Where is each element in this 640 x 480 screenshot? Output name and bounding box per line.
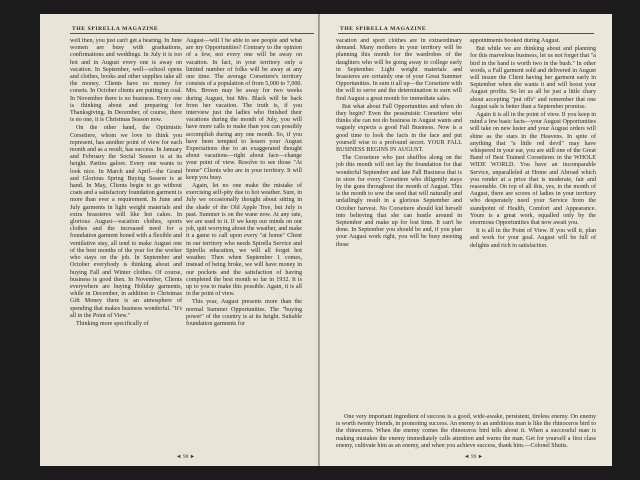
paragraph: But while we are thinking about and planning for this marvelous business, let us not forget that "a bird in the hand is worth two in the bush." In other words, a Fall garment sold and delivered in August will insure the Client having her garment early in September when she wants it and will boost your August profits. So let us all be just a little chary about accepting "put offs" and remember that one August sale is better than a September promise. (470, 46, 596, 110)
left-bracket-icon: ◄ (176, 454, 183, 460)
magazine-header: THE SPIRELLA MAGAZINE (72, 26, 159, 32)
paragraph: It is all in the Point of View. If you will it, plan and work for your goal. August will be full of delights and rich in satisfaction. (470, 228, 596, 249)
paragraph: Again it is all in the point of view. If you keep in mind a few basic facts—your August Opportunities will take on new luster and your August orders will shine as the stars in the Heavens. In spite of anything that "a little red devil" may have whispered in your ear, you are still one of the Great Band of Best Trained Corsetieres in the WHOLE WIDE WORLD. You have an incomparable Service, unparalleled at Home and Abroad which you render at a price that is moderate, fair and reasonable. On top of all this, yes, in the month of August, there are scores of ladies in your territory who desperately need your Service from the standpoint of Health, Comfort and Appearance. Yours is a great work, equalled only by the enormous Opportunities that now await you. (470, 112, 596, 227)
magazine-header: THE SPIRELLA MAGAZINE (340, 26, 427, 32)
page-number: ◄ 99 ► (464, 454, 484, 460)
header-rule (338, 33, 594, 34)
paragraph: The Corsetiere who just shuffles along on the job this month will not lay the foundation for that wonderful September and late Fall Business that is in store for every Corsetiere who diligently stays by the guns throughout the month of August. This is the month to sow the seed that will naturally and unfailingly result in a glorious September and October harvest. No Corsetiere should kid herself into believing that she can hustle around in September and make up for lost time. It can't be done. In September you should be and, if you plan your August work right, you will be busy meeting those (336, 155, 462, 248)
paragraph: Again, let no one make the mistake of exercising self-pity due to hot weather. Sure, in July we occasionally thought about sitting in the shade of the Old Apple Tree, but July is past. Summer is on the wane now. At any rate, we are used to it. If we keep our minds on our job, quit worrying about the weather, and make it a game to call upon every "at home" Client in our territory who needs Spirella Service and Spirella education, we will all forget hot weather. Then when September 1 comes, instead of being broke, we will have money in our pockets and the satisfaction of having completed the best month so far in 1932. It is up to you to make this possible. Again, it is all in the point of view. (186, 183, 302, 298)
paragraph: On the other hand, the Optimistic Corsetiere, whom we love to think you represent, has another point of view for each month and as a result, has success. In January and February the Social Season is at its height. Parties galore. Every one wants to look nice. In March and April—the Grand and Glorious Spring Buying Season is at hand. In May, Clients begin to go without coats and a satisfactory foundation garment is more than ever a requirement. In June and July garments in light weight materials and extra brassieres will like hot cakes. In glorious August—vacation clothes, sports clothes and the increased need for a foundation garment boned with a flexible and ventilative stay, all tend to make August one of the best months of the year for the worker who stays on the job. In September and October everybody is thinking about and buying Fall and Winter clothes. Of course, business is good then. In November, Clients everywhere are buying Holiday garments, while in December, in addition to Christmas Gift Money there is an atmosphere of spending that makes business wonderful. "It's all in the Point of View." (70, 125, 182, 319)
paragraph: appointments booked during August. (470, 38, 561, 44)
right-bracket-icon: ► (188, 454, 196, 460)
right-column-2 (470, 38, 596, 410)
right-column-1 (336, 38, 462, 410)
left-column-2 (186, 38, 302, 458)
page-number: ◄ 98 ► (176, 454, 196, 460)
closing-paragraph: One very important ingredient of success is a good, wide-awake, persistent, tireless enemy. On enemy is worth twenty friends, in promoting success. An enemy to an ambitious man is like the rhinoceros bird to the rhinoceros. When the enemy comes the rhinoceros bird tells about it. When a successful man is making mistakes the enemy immediately calls attention and warns the man. Get for yourself a first class enemy, cultivate him as an enemy, and when you achieve success, thank him.—Colonel Shutts. (336, 414, 596, 449)
right-page (320, 14, 612, 466)
paragraph: This year, August presents more than the normal Summer Opportunities. The "buying power" of the country is at its height. Suitable foundation garments for (186, 299, 302, 327)
header-rule (70, 33, 314, 34)
left-bracket-icon: ◄ (464, 454, 471, 460)
paragraph: August—will I be able to see people and what are my Opportunities? Contrary to the opinion of a few, not every one will be away on vacation. In fact, in your territory only a limited number of folks will be away at any one time. The average Corsetiere's territory consists of a population of from 5,000 to 7,000. Mrs. Brown may be away for two weeks during August, but Mrs. Black will be back from her vacation. The truth is, if you interview just the ladies who finished their vacations during the month of July, you will have more calls to make than you can possibly accomplish during any one month. So, if you have been tempted to lessen your August Expectations due to an exaggerated thought about vacations—right about face—change your point of view. Resolve to see those "At home" Clients who are in your territory. It will keep you busy. (186, 38, 302, 181)
left-column-1 (70, 38, 182, 458)
paragraph: well then, you just can't get a hearing. In June women are busy with graduations, confirmations and weddings. In July it is too hot and in August every one is away on vacation. In September, well—school opens and clothes, books and other supplies take all the money. Clients have no money for corsets. In October clients are putting in coal. In November there is no business. Every one is thinking about and preparing for Thanksgiving. In December, of course, there is no one, it is Christmas Season now. (70, 38, 182, 124)
paragraph: vacation and sport clothes are in extraordinary demand. Many mothers in your territory will be planning this month for the wardrobes of the daughters who will be going away to college early in September. Light weight materials and brassieres are certainly one of your Great Summer Opportunities. In sum it all up—the Corsetiere with the will to serve and the determination to earn will find August a great month for immediate sales. (336, 38, 462, 102)
left-page (40, 14, 319, 466)
right-bracket-icon: ► (476, 454, 484, 460)
paragraph: Thinking more specifically of (76, 320, 149, 327)
paragraph: But what about Fall Opportunities and when do they begin? Even the pessimistic Corsetiere who thinks she can not do business in August wants and vaguely expects a good Fall Business. Now is a good time to look the facts in the face and put yourself wise to a profound secret. YOUR FALL BUSINESS BEGINS IN AUGUST. (336, 103, 462, 154)
